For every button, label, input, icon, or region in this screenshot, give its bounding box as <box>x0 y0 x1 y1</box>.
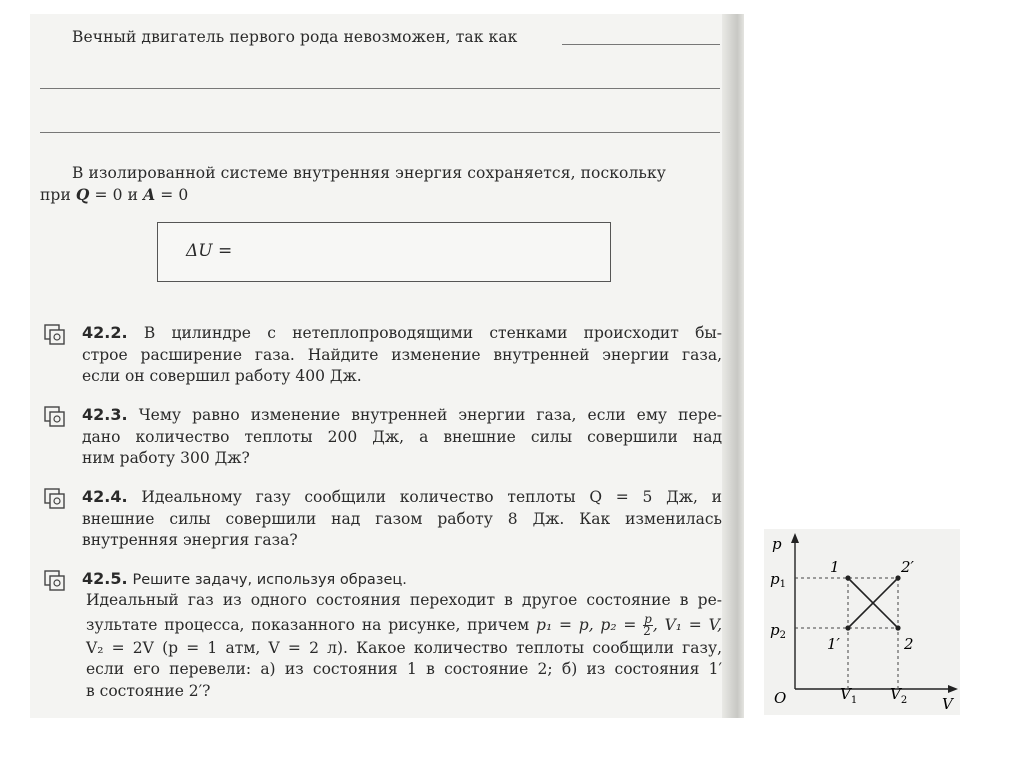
problem-number: 42.5. <box>82 569 128 588</box>
answer-line-1[interactable] <box>562 44 720 45</box>
problem-text: внутренняя энергия газа? <box>82 531 298 549</box>
problem-text: в состояние 2′? <box>86 681 211 700</box>
problem-number: 42.4. <box>82 487 128 506</box>
problem-text: ним работу 300 Дж? <box>82 449 250 467</box>
v-axis-arrow-icon <box>948 685 958 693</box>
pv-diagram-svg <box>764 529 960 715</box>
delta-u-answer-box[interactable] <box>157 222 611 282</box>
problem-text: Идеальному газу сообщили количество теплоты Q = 5 Дж, и <box>141 488 722 506</box>
problem-number: 42.3. <box>82 405 128 424</box>
state-point-2prime <box>895 575 900 580</box>
state-point-1prime <box>845 625 850 630</box>
problem-text: внешние силы совершили над газом работу 8 Дж. Как изменилась <box>82 509 722 528</box>
point-1prime-label: 1′ <box>827 635 840 653</box>
p-axis-arrow-icon <box>791 533 799 543</box>
task-marker-icon <box>44 406 66 428</box>
p2-label: $p_2$ <box>770 621 786 641</box>
problem-text: строе расширение газа. Найдите изменение внутренней энергии газа, <box>82 345 722 364</box>
v-axis-label: V <box>942 695 953 713</box>
task-marker-icon <box>44 324 66 346</box>
v1-label: $V_1$ <box>840 685 858 706</box>
problem-number: 42.2. <box>82 323 128 342</box>
isolated-system-statement: В изолированной системе внутренняя энергия сохраняется, поскольку <box>72 164 666 182</box>
problem-text-formula: зультате процесса, показанного на рисунке, причем p₁ = p, p₂ = $\frac{p}{2}$ , V₁ = V, <box>86 612 723 638</box>
page-spine-shadow <box>722 14 744 718</box>
p1-label: $p_1$ <box>770 570 786 590</box>
problem-text: Чему равно изменение внутренней энергии газа, если ему пере- <box>138 406 722 424</box>
state-point-2 <box>895 625 900 630</box>
p-axis-label: p <box>772 535 782 553</box>
problem-text: V₂ = 2V (p = 1 атм, V = 2 л). Какое количество теплоты сообщили газу, <box>86 638 722 657</box>
origin-label: O <box>774 689 787 707</box>
guide-lines <box>795 578 898 689</box>
answer-line-3[interactable] <box>40 132 720 133</box>
task-marker-icon <box>44 488 66 510</box>
point-2prime-label: 2′ <box>901 558 914 576</box>
perpetual-motion-statement: Вечный двигатель первого рода невозможен, так как <box>72 28 518 46</box>
delta-u-label: ΔU = <box>186 241 233 261</box>
state-point-1 <box>845 575 850 580</box>
task-marker-icon <box>44 570 66 592</box>
problem-text: дано количество теплоты 200 Дж, а внешние силы совершили над <box>82 427 722 446</box>
isolated-system-condition: при Q = 0 и A = 0 <box>40 185 189 204</box>
problem-subtitle: Решите задачу, используя образец. <box>132 572 407 588</box>
pv-diagram <box>764 529 960 715</box>
problem-text: если он совершил работу 400 Дж. <box>82 367 362 385</box>
v2-label: $V_2$ <box>890 685 908 706</box>
answer-line-2[interactable] <box>40 88 720 89</box>
problem-text: если его перевели: а) из состояния 1 в состояние 2; б) из состояния 1′ <box>86 660 722 678</box>
problem-text: В цилиндре с нетеплопроводящими стенками происходит бы- <box>143 324 722 342</box>
point-1-label: 1 <box>830 558 840 576</box>
point-2-label: 2 <box>904 635 914 653</box>
problem-text: Идеальный газ из одного состояния переходит в другое состояние в ре- <box>86 591 722 609</box>
